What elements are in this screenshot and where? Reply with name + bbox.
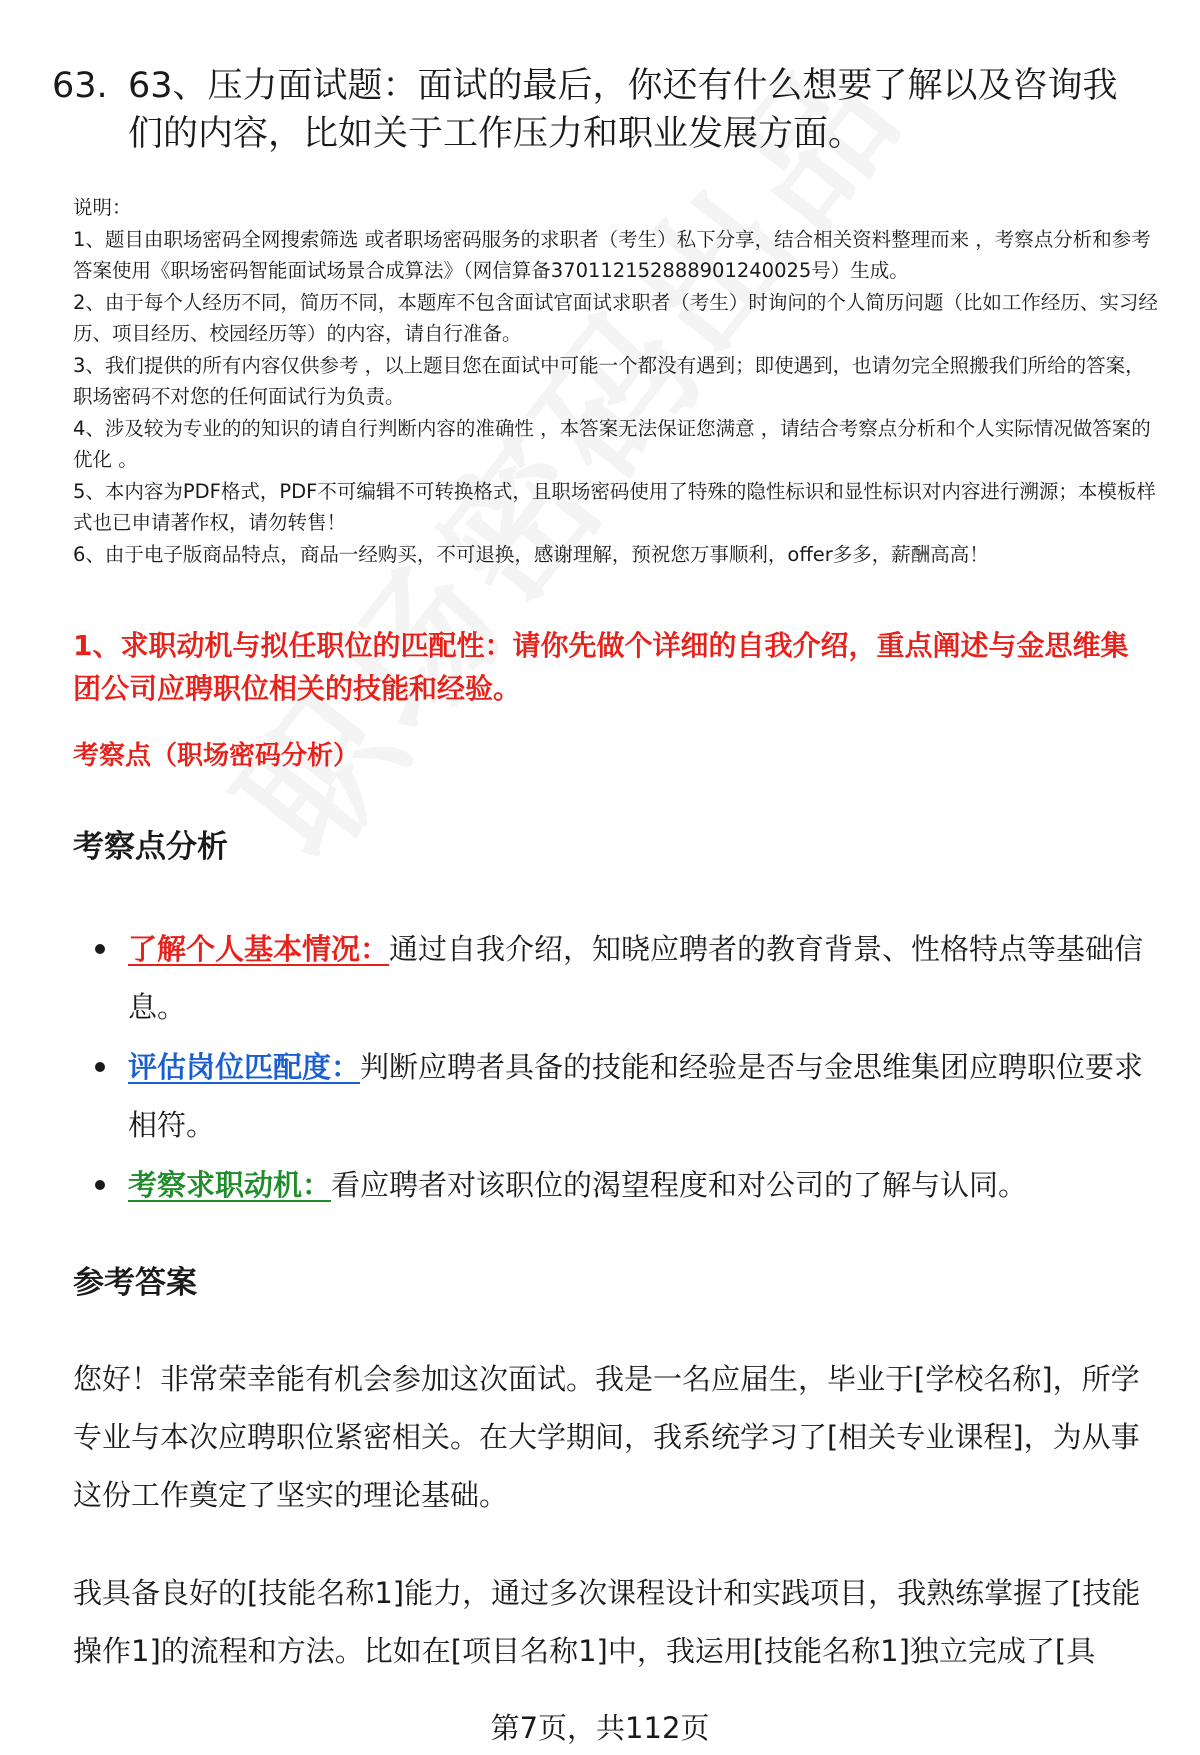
analysis-heading: 考察点分析 — [73, 829, 228, 865]
sub-question: 1、求职动机与拟任职位的匹配性：请你先做个详细的自我介绍，重点阐述与金思维集团公司应聘职位相关的技能和经验。 — [73, 629, 1129, 705]
analysis-item-label: 评估岗位匹配度： — [128, 1050, 361, 1084]
notes-item: 5、本内容为PDF格式，PDF不可编辑不可转换格式，且职场密码使用了特殊的隐性标识和显性标识对内容进行溯源；本模板样式也已申请著作权，请勿转售！ — [73, 479, 1156, 534]
analysis-item-label: 考察求职动机： — [128, 1168, 332, 1202]
bullet-dot-icon — [95, 1062, 105, 1072]
answer-paragraph: 您好！非常荣幸能有机会参加这次面试。我是一名应届生，毕业于[学校名称]，所学专业与本次应聘职位紧密相关。在大学期间，我系统学习了[相关专业课程]，为从事这份工作奠定了坚实的理论基础。 — [73, 1362, 1140, 1512]
notes-item: 6、由于电子版商品特点，商品一经购买，不可退换，感谢理解，预祝您万事顺利，offer多多，薪酬高高！ — [73, 542, 989, 566]
notes-item: 2、由于每个人经历不同，简历不同，本题库不包含面试官面试求职者（考生）时询问的个人简历问题（比如工作经历、实习经历、项目经历、校园经历等）的内容，请自行准备。 — [73, 290, 1158, 345]
analysis-item — [95, 1156, 1155, 1214]
answer-body — [73, 1350, 1143, 1720]
notes-item: 1、题目由职场密码全网搜索筛选 或者职场密码服务的求职者（考生）私下分享，结合相关资料整理而来 ，考察点分析和参考答案使用《职场密码智能面试场景合成算法》（网信算备370112152888901240025号）生成。 — [73, 227, 1151, 282]
question-number: 63. — [52, 66, 108, 106]
analysis-item-text: 看应聘者对该职位的渴望程度和对公司的了解与认同。 — [331, 1168, 1028, 1202]
question-title — [52, 62, 1152, 158]
question-text: 63、压力面试题：面试的最后，你还有什么想要了解以及咨询我们的内容，比如关于工作压力和职业发展方面。 — [128, 66, 1118, 154]
analysis-list — [95, 920, 1155, 1216]
page-footer: 第7页，共112页 — [490, 1711, 710, 1745]
notes-heading: 说明： — [73, 196, 132, 219]
notes-block — [73, 192, 1158, 570]
bullet-dot-icon — [95, 1180, 105, 1190]
notes-item: 4、涉及较为专业的的知识的请自行判断内容的准确性 ，本答案无法保证您满意 ，请结合考察点分析和个人实际情况做答案的优化 。 — [73, 416, 1151, 471]
analysis-item-label: 了解个人基本情况： — [128, 932, 390, 966]
analysis-item-text: 判断应聘者具备的技能和经验是否与金思维集团应聘职位要求相符。 — [128, 1050, 1144, 1142]
kaochadian-label: 考察点（职场密码分析） — [73, 741, 360, 771]
analysis-item — [95, 1038, 1155, 1154]
notes-item: 3、我们提供的所有内容仅供参考 ，以上题目您在面试中可能一个都没有遇到；即使遇到，也请勿完全照搬我们所给的答案，职场密码不对您的任何面试行为负责。 — [73, 353, 1145, 408]
answer-paragraph: 我具备良好的[技能名称1]能力，通过多次课程设计和实践项目，我熟练掌握了[技能操作1]的流程和方法。比如在[项目名称1]中，我运用[技能名称1]独立完成了[具 — [73, 1576, 1141, 1668]
answer-heading: 参考答案 — [73, 1265, 197, 1301]
analysis-item — [95, 920, 1155, 1036]
bullet-dot-icon — [95, 944, 105, 954]
analysis-item-text: 通过自我介绍，知晓应聘者的教育背景、性格特点等基础信息。 — [128, 932, 1144, 1024]
